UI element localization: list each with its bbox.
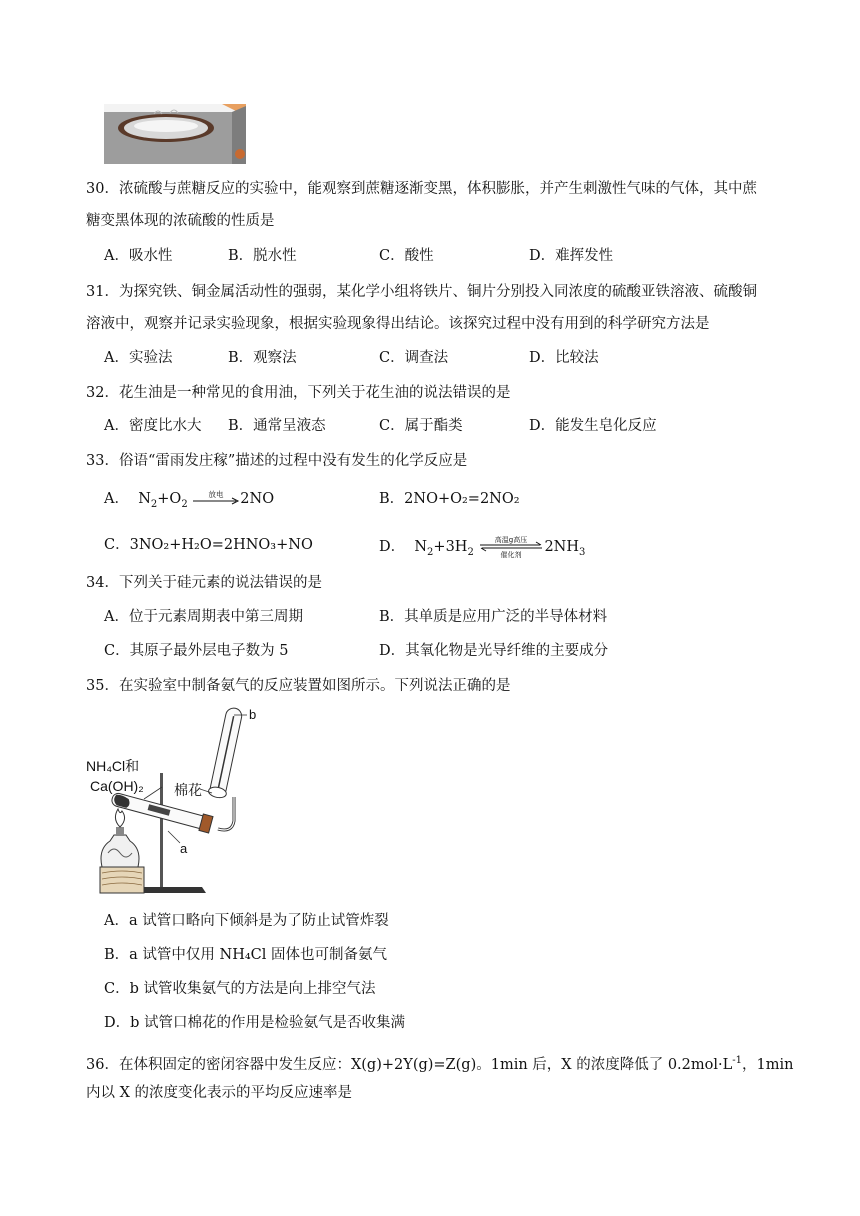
q36-unit-exponent: -1 <box>732 1055 742 1066</box>
q30-option-a[interactable]: A．吸水性 <box>104 248 173 264</box>
q33-option-a-product: 2NO <box>240 491 275 507</box>
ammonia-apparatus-figure <box>84 703 284 895</box>
q33-option-d[interactable] <box>379 535 585 563</box>
q36-stem-text: 36．在体积固定的密闭容器中发生反应：X(g)+2Y(g)=Z(g)。1min 后，X 的浓度降低了 0.2mol·L <box>86 1056 733 1073</box>
reversible-arrow <box>478 535 544 559</box>
q31-option-c[interactable]: C．调查法 <box>379 350 449 366</box>
q31-stem-line2: 溶液中，观察并记录实验现象，根据实验现象得出结论。该探究过程中没有用到的科学研究方法是 <box>86 316 710 332</box>
q31-stem-line1: 31．为探究铁、铜金属活动性的强弱，某化学小组将铁片、铜片分别投入同浓度的硫酸亚铁溶液、硫酸铜 <box>86 284 757 300</box>
flame <box>115 809 124 827</box>
iron-stand-rod <box>160 773 163 887</box>
q35-option-a[interactable]: A．a 试管口略向下倾斜是为了防止试管炸裂 <box>104 913 389 929</box>
cotton-label: 棉花 <box>174 783 202 799</box>
q30-option-d[interactable]: D．难挥发性 <box>529 248 614 264</box>
evaporating-apparatus-figure <box>104 104 246 164</box>
q34-option-b[interactable]: B．其单质是应用广泛的半导体材料 <box>379 609 608 625</box>
q33-stem: 33．俗语“雷雨发庄稼”描述的过程中没有发生的化学反应是 <box>86 453 468 469</box>
alcohol-lamp <box>101 835 139 867</box>
q31-option-a[interactable]: A．实验法 <box>104 350 173 366</box>
tube-a-label: a <box>180 841 188 856</box>
arrow-top-condition: 高温g高压 <box>495 536 528 544</box>
q34-option-c[interactable]: C．其原子最外层电子数为 5 <box>104 643 289 659</box>
q31-option-b[interactable]: B．观察法 <box>228 350 297 366</box>
reagent-label-1: NH₄Cl和 <box>86 758 140 774</box>
arrow-bottom-condition: 催化剂 <box>500 551 522 559</box>
lamp-wick <box>116 827 124 836</box>
q36-stem-line2: 内以 X 的浓度变化表示的平均反应速率是 <box>86 1085 353 1101</box>
q32-option-c[interactable]: C．属于酯类 <box>379 418 463 434</box>
q33-option-d-product: $2NH_3$ <box>544 539 586 558</box>
tube-b-label: b <box>249 707 257 722</box>
q36-stem-tail: ，1min <box>742 1056 794 1073</box>
delivery-tube <box>218 797 234 830</box>
q36-stem-line1 <box>86 1051 793 1075</box>
q35-option-c[interactable]: C．b 试管收集氨气的方法是向上排空气法 <box>104 981 376 997</box>
arrow-condition-label: 放电 <box>208 490 224 499</box>
q33-option-a-equation: $N_2+O_2$ <box>133 491 188 510</box>
q33-option-d-equation: $N_2+3H_2$ <box>409 539 474 558</box>
q34-stem: 34．下列关于硅元素的说法错误的是 <box>86 575 322 591</box>
iron-stand-base <box>142 887 206 893</box>
q33-option-d-prefix: D． <box>379 539 406 555</box>
discharge-arrow <box>192 489 240 509</box>
q30-stem-line2: 糖变黑体现的浓硫酸的性质是 <box>86 213 275 229</box>
q32-option-a[interactable]: A．密度比水大 <box>104 418 202 434</box>
q33-option-c[interactable]: C．3NO₂+H₂O=2HNO₃+NO <box>104 537 313 553</box>
q34-option-a[interactable]: A．位于元素周期表中第三周期 <box>104 609 303 625</box>
q33-option-b[interactable]: B．2NO+O₂=2NO₂ <box>379 491 520 507</box>
q30-option-b[interactable]: B．脱水性 <box>228 248 297 264</box>
q35-option-d[interactable]: D．b 试管口棉花的作用是检验氨气是否收集满 <box>104 1015 406 1031</box>
q32-option-d[interactable]: D．能发生皂化反应 <box>529 418 657 434</box>
q30-option-c[interactable]: C．酸性 <box>379 248 434 264</box>
q30-stem-line1: 30．浓硫酸与蔗糖反应的实验中，能观察到蔗糖逐渐变黑，体积膨胀，并产生刺激性气味的气体，其中蔗 <box>86 181 757 197</box>
q35-option-b[interactable]: B．a 试管中仅用 NH₄Cl 固体也可制备氨气 <box>104 947 388 963</box>
q32-stem: 32．花生油是一种常见的食用油，下列关于花生油的说法错误的是 <box>86 385 511 401</box>
q34-option-d[interactable]: D．其氧化物是光导纤维的主要成分 <box>379 643 609 659</box>
reagent-label-2: Ca(OH)₂ <box>90 778 144 794</box>
q32-option-b[interactable]: B．通常呈液态 <box>228 418 326 434</box>
q31-option-d[interactable]: D．比较法 <box>529 350 599 366</box>
q33-option-a-prefix: A． <box>104 491 129 507</box>
q33-option-a[interactable] <box>104 489 274 515</box>
q35-stem: 35．在实验室中制备氨气的反应装置如图所示。下列说法正确的是 <box>86 678 511 694</box>
